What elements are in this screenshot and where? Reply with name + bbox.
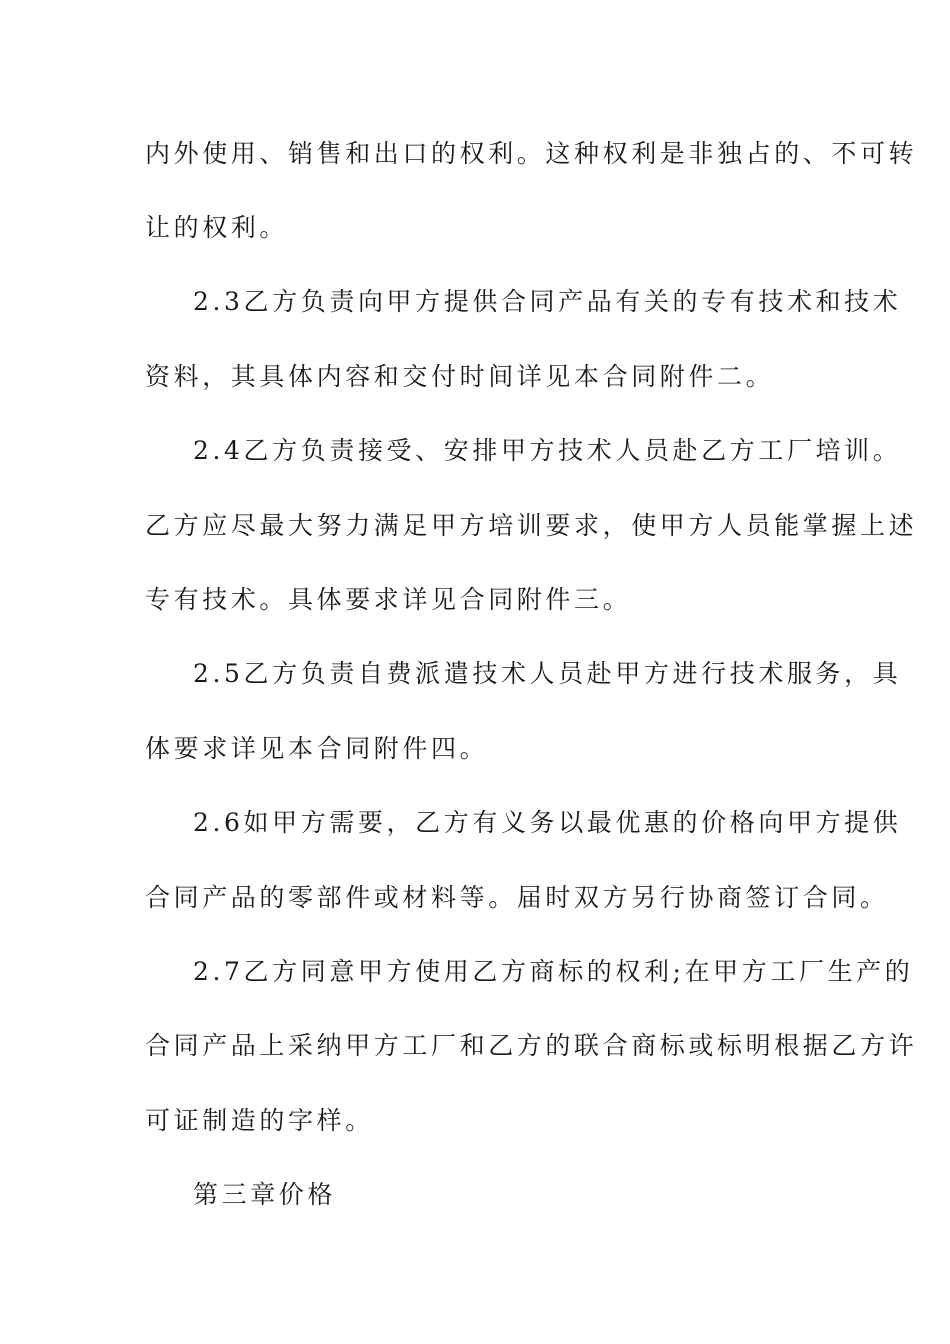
- clause-2-6-line: 2.6如甲方需要，乙方有义务以最优惠的价格向甲方提供: [193, 808, 902, 837]
- text-line: 可证制造的字样。: [145, 1106, 374, 1135]
- text-line: 合同产品的零部件或材料等。届时双方另行协商签订合同。: [145, 883, 889, 912]
- text-line: 乙方应尽最大努力满足甲方培训要求，使甲方人员能掌握上述: [145, 511, 918, 540]
- clause-2-7-line: 2.7乙方同意甲方使用乙方商标的权利;在甲方工厂生产的: [193, 957, 914, 986]
- text-line: 合同产品上采纳甲方工厂和乙方的联合商标或标明根据乙方许: [145, 1031, 918, 1060]
- text-line: 体要求详见本合同附件四。: [145, 734, 489, 763]
- text-line: 内外使用、销售和出口的权利。这种权利是非独占的、不可转: [145, 139, 918, 168]
- text-line: 让的权利。: [145, 213, 289, 242]
- text-line: 资料，其具体内容和交付时间详见本合同附件二。: [145, 362, 775, 391]
- text-line: 专有技术。具体要求详见合同附件三。: [145, 585, 632, 614]
- clause-2-5-line: 2.5乙方负责自费派遣技术人员赴甲方进行技术服务，具: [193, 659, 902, 688]
- chapter-heading: 第三章价格: [193, 1180, 337, 1209]
- clause-2-4-line: 2.4乙方负责接受、安排甲方技术人员赴乙方工厂培训。: [193, 436, 902, 465]
- clause-2-3-line: 2.3乙方负责向甲方提供合同产品有关的专有技术和技术: [193, 287, 902, 316]
